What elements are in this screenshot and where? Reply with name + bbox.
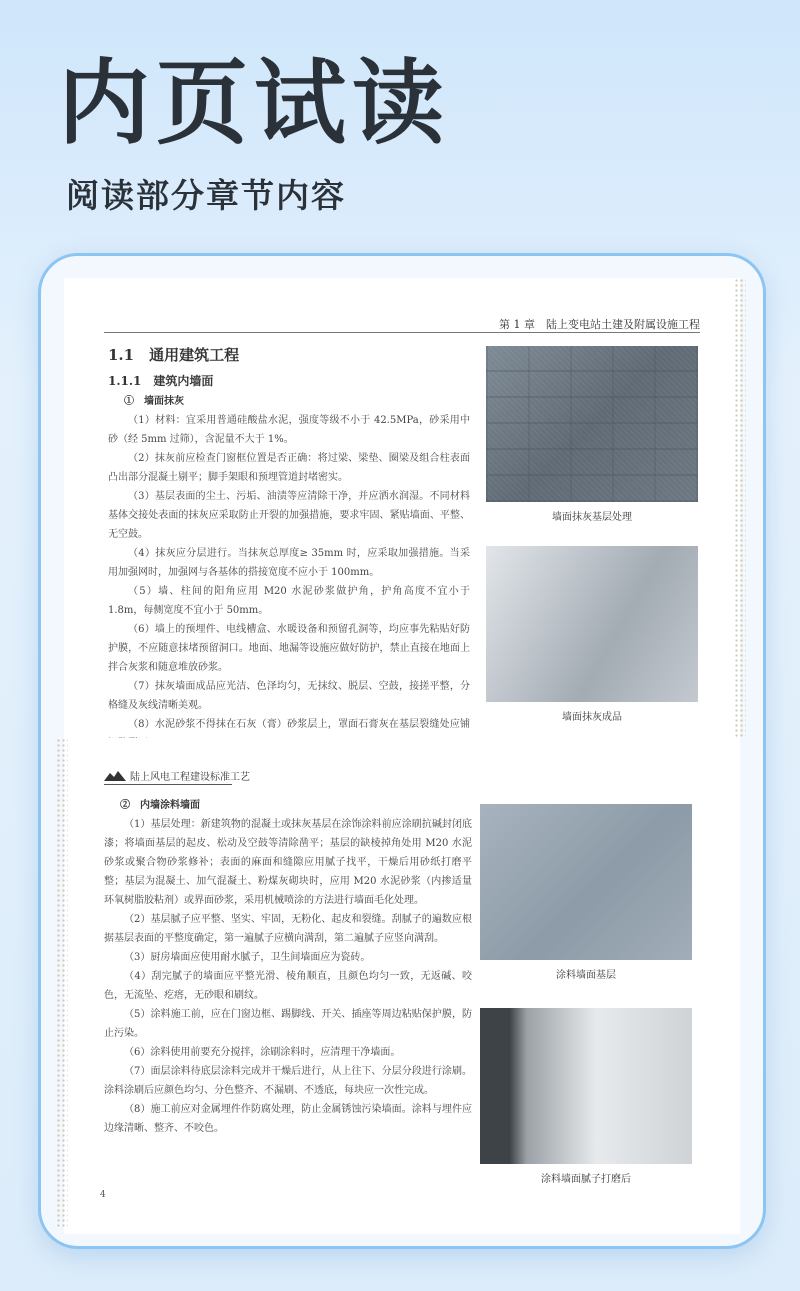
subsection-title: 1.1.1 建筑内墙面 xyxy=(108,374,214,388)
paragraph-heading: ① 墙面抹灰 xyxy=(124,396,184,407)
paragraph: （7）面层涂料待底层涂料完成并干燥后进行，从上往下、分层分段进行涂刷。涂料涂刷后应颜色均匀、分色整齐、不漏刷、不透底，每块应一次性完成。 xyxy=(104,1066,472,1096)
paint-wall-base-photo xyxy=(480,804,692,960)
book-title: 陆上风电工程建设标准工艺 xyxy=(130,772,250,783)
wall-plaster-base-photo xyxy=(486,346,698,502)
paragraph: （5）墙、柱间的阳角应用 M20 水泥砂浆做护角，护角高度不宜小于 1.8m，每侧宽度不宜小于 50mm。 xyxy=(108,586,470,616)
running-head: 第 1 章 陆上变电站土建及附属设施工程 xyxy=(499,318,700,331)
hero-subtitle: 阅读部分章节内容 xyxy=(66,176,346,215)
book-page-2 xyxy=(64,738,740,1234)
paragraph-heading: ② 内墙涂料墙面 xyxy=(120,800,200,811)
page-edge-texture xyxy=(56,738,68,1228)
paragraph: （4）抹灰应分层进行。当抹灰总厚度≥ 35mm 时，应采取加强措施。当采用加强网时，加强网与各基体的搭接宽度不应小于 100mm。 xyxy=(108,548,470,578)
mountain-icon xyxy=(104,771,126,781)
paragraph: （6）涂料使用前要充分搅拌，涂刷涂料时，应清理干净墙面。 xyxy=(124,1047,401,1058)
paragraph: （3）基层表面的尘土、污垢、油渍等应清除干净，并应洒水润湿。不同材料基体交接处表面的抹灰应采取防止开裂的加强措施，要求牢固、紧贴墙面、平整、无空鼓。 xyxy=(108,491,470,540)
paragraph: （1）基层处理：新建筑物的混凝土或抹灰基层在涂饰涂料前应涂刷抗碱封闭底漆；将墙面基层的起皮、松动及空鼓等清除凿平；基层的缺棱掉角处用 M20 水泥砂浆或聚合物砂浆修补；表面的麻面和缝隙应用腻子找平，干燥后用砂纸打磨平整；基层为混凝土、加气混凝土、粉煤灰砌块时，应用 M20 水泥砂浆（内掺适量环氧树脂胶粘剂）或界面砂浆，采用机械喷涂的方法进行墙面毛化处理。 xyxy=(104,819,472,906)
photo-caption: 墙面抹灰成品 xyxy=(562,712,622,723)
body-text xyxy=(104,796,472,1138)
wall-plaster-finished-photo xyxy=(486,546,698,702)
paragraph: （2）基层腻子应平整、坚实、牢固，无粉化、起皮和裂缝。刮腻子的遍数应根据基层表面的平整度确定，第一遍腻子应横向满刮，第二遍腻子应竖向满刮。 xyxy=(104,914,472,944)
header-rule xyxy=(104,332,700,333)
hero-title: 内页试读 xyxy=(58,50,451,157)
paragraph: （6）墙上的预埋件、电线槽盒、水暖设备和预留孔洞等，均应事先粘贴好防护膜，不应随意抹堵预留洞口。地面、地漏等设施应做好防护，禁止直接在地面上拌合灰浆和随意堆放砂浆。 xyxy=(108,624,470,673)
paragraph: （5）涂料施工前，应在门窗边框、踢脚线、开关、插座等周边粘贴保护膜，防止污染。 xyxy=(104,1009,472,1039)
paint-wall-sanded-photo xyxy=(480,1008,692,1164)
paragraph: （4）刮完腻子的墙面应平整光滑、棱角顺直，且颜色均匀一致，无返碱、咬色，无流坠、疙瘩，无砂眼和刷纹。 xyxy=(104,971,472,1001)
paragraph: （1）材料：宜采用普通硅酸盐水泥，强度等级不小于 42.5MPa，砂采用中砂（经 5mm 过筛），含泥量不大于 1%。 xyxy=(108,415,470,445)
photo-caption: 墙面抹灰基层处理 xyxy=(552,512,632,523)
header-rule xyxy=(104,784,232,785)
paragraph: （8）施工前应对金属埋件作防腐处理，防止金属锈蚀污染墙面。涂料与埋件应边缘清晰、整齐、不咬色。 xyxy=(104,1104,472,1134)
book-header xyxy=(104,768,250,783)
paragraph: （7）抹灰墙面成品应光洁、色泽均匀，无抹纹、脱层、空鼓，接搓平整，分格缝及灰线清晰美观。 xyxy=(108,681,470,711)
paragraph: （3）厨房墙面应使用耐水腻子，卫生间墙面应为瓷砖。 xyxy=(124,952,371,963)
section-title: 1.1 通用建筑工程 xyxy=(108,346,240,364)
book-page-1 xyxy=(64,278,740,738)
paragraph: （8）水泥砂浆不得抹在石灰（膏）砂浆层上，罩面石膏灰在基层裂缝处应铺 xyxy=(128,719,470,730)
photo-caption: 涂料墙面腻子打磨后 xyxy=(541,1174,631,1185)
page-edge-texture xyxy=(734,278,746,738)
page-number: 4 xyxy=(100,1190,106,1200)
photo-caption: 涂料墙面基层 xyxy=(556,970,616,981)
body-text xyxy=(108,392,470,753)
paragraph: （2）抹灰前应检查门窗框位置是否正确：将过梁、梁垫、圈梁及组合柱表面凸出部分混凝土剔平；脚手架眼和预埋管道封堵密实。 xyxy=(108,453,470,483)
